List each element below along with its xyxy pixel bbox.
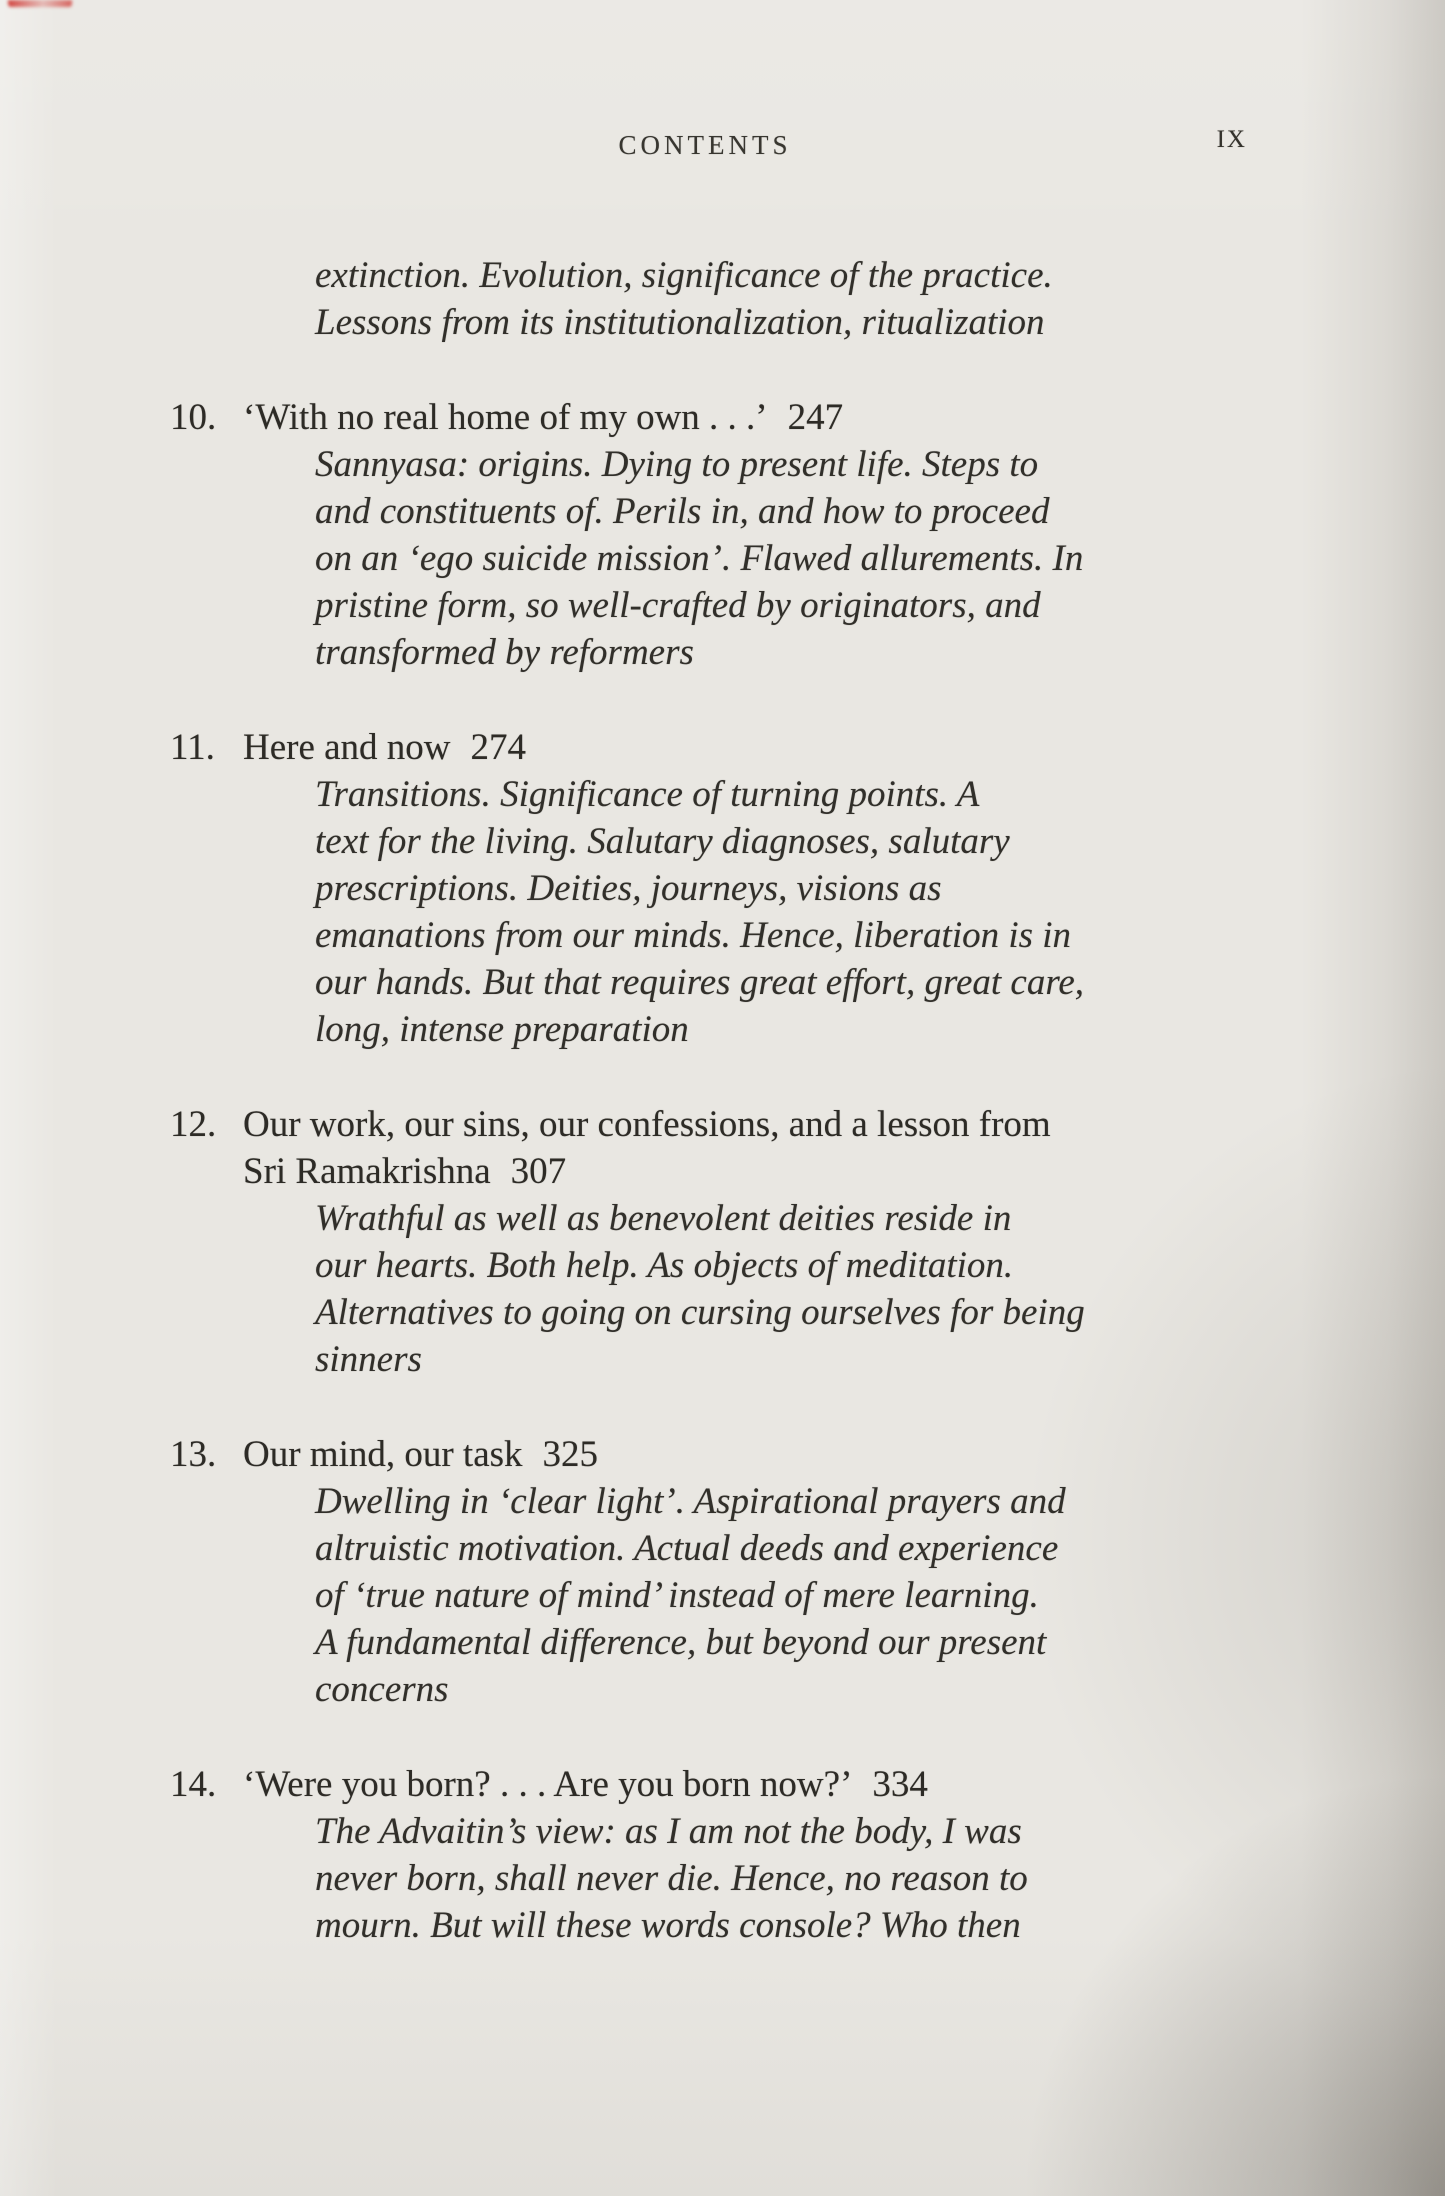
entry-description-line: Alternatives to going on cursing ourselves for being	[315, 1292, 1085, 1333]
entry-description	[315, 771, 1275, 1053]
entry-title-line	[170, 1761, 1275, 1808]
entry-description	[315, 441, 1275, 676]
entry-number: 11.	[170, 727, 215, 768]
entry-title-line	[170, 724, 1275, 771]
entry-description-line: Dwelling in ‘clear light’. Aspirational prayers and	[315, 1481, 1066, 1522]
entry-description-line: on an ‘ego suicide mission’. Flawed allurements. In	[315, 538, 1084, 579]
toc-body	[170, 252, 1275, 1949]
toc-entry-10	[170, 394, 1275, 676]
entry-page-ref: 307	[510, 1151, 567, 1192]
entry-description-line: sinners	[315, 1339, 422, 1380]
entry-title: ‘With no real home of my own . . .’	[243, 397, 768, 438]
entry-description-line: emanations from our minds. Hence, liberation is in	[315, 915, 1072, 956]
entry-page-ref: 325	[542, 1434, 599, 1475]
entry-description-line: mourn. But will these words console? Who then	[315, 1905, 1021, 1946]
entry-title-line	[170, 1431, 1275, 1478]
entry-page-ref: 274	[470, 727, 527, 768]
toc-entry-13	[170, 1431, 1275, 1713]
entry-number: 13.	[170, 1434, 217, 1475]
entry-title-continued: Sri Ramakrishna	[243, 1151, 491, 1192]
entry-description	[315, 1808, 1275, 1949]
page-header-title: CONTENTS	[618, 130, 792, 160]
entry-description-line: pristine form, so well-crafted by originators, and	[315, 585, 1041, 626]
entry-description-line: transformed by reformers	[315, 632, 694, 673]
continuation-block	[315, 252, 1275, 346]
entry-description-line: A fundamental difference, but beyond our present	[315, 1622, 1047, 1663]
entry-description-line: never born, shall never die. Hence, no reason to	[315, 1858, 1028, 1899]
entry-title: Here and now	[243, 727, 451, 768]
entry-title-line	[170, 1101, 1275, 1148]
entry-description	[315, 1195, 1275, 1383]
continuation-line: Lessons from its institutionalization, ritualization	[315, 302, 1045, 343]
entry-description-line: and constituents of. Perils in, and how to proceed	[315, 491, 1050, 532]
entry-description-line: long, intense preparation	[315, 1009, 689, 1050]
entry-page-ref: 247	[787, 397, 844, 438]
entry-description-line: of ‘true nature of mind’ instead of mere learning.	[315, 1575, 1039, 1616]
entry-description-line: our hearts. Both help. As objects of meditation.	[315, 1245, 1014, 1286]
entry-description-line: Wrathful as well as benevolent deities reside in	[315, 1198, 1012, 1239]
entry-page-ref: 334	[872, 1764, 928, 1805]
continuation-line: extinction. Evolution, significance of the practice.	[315, 255, 1053, 296]
entry-title: ‘Were you born? . . . Are you born now?’	[243, 1764, 853, 1805]
entry-number: 14.	[170, 1764, 217, 1805]
paper-red-smudge	[8, 0, 72, 7]
entry-number: 12.	[170, 1104, 217, 1145]
toc-entry-11	[170, 724, 1275, 1053]
entry-title-line-2	[170, 1148, 1275, 1195]
toc-entry-14	[170, 1761, 1275, 1949]
entry-description-line: The Advaitin’s view: as I am not the body, I was	[315, 1811, 1022, 1852]
entry-description-line: concerns	[315, 1669, 449, 1710]
entry-description-line: text for the living. Salutary diagnoses, salutary	[315, 821, 1010, 862]
entry-description-line: altruistic motivation. Actual deeds and experience	[315, 1528, 1059, 1569]
entry-title: Our mind, our task	[243, 1434, 523, 1475]
entry-title: Our work, our sins, our confessions, and a lesson from	[243, 1104, 1051, 1145]
entry-number: 10.	[170, 397, 217, 438]
entry-description-line: Transitions. Significance of turning points. A	[315, 774, 980, 815]
entry-title-line	[170, 394, 1275, 441]
toc-entry-12	[170, 1101, 1275, 1383]
entry-description-line: prescriptions. Deities, journeys, visions as	[315, 868, 942, 909]
entry-description-line: our hands. But that requires great effort, great care,	[315, 962, 1085, 1003]
entry-description	[315, 1478, 1275, 1713]
entry-description-line: Sannyasa: origins. Dying to present life. Steps to	[315, 444, 1039, 485]
page-header	[0, 126, 1445, 170]
page-number: IX	[1216, 126, 1247, 153]
